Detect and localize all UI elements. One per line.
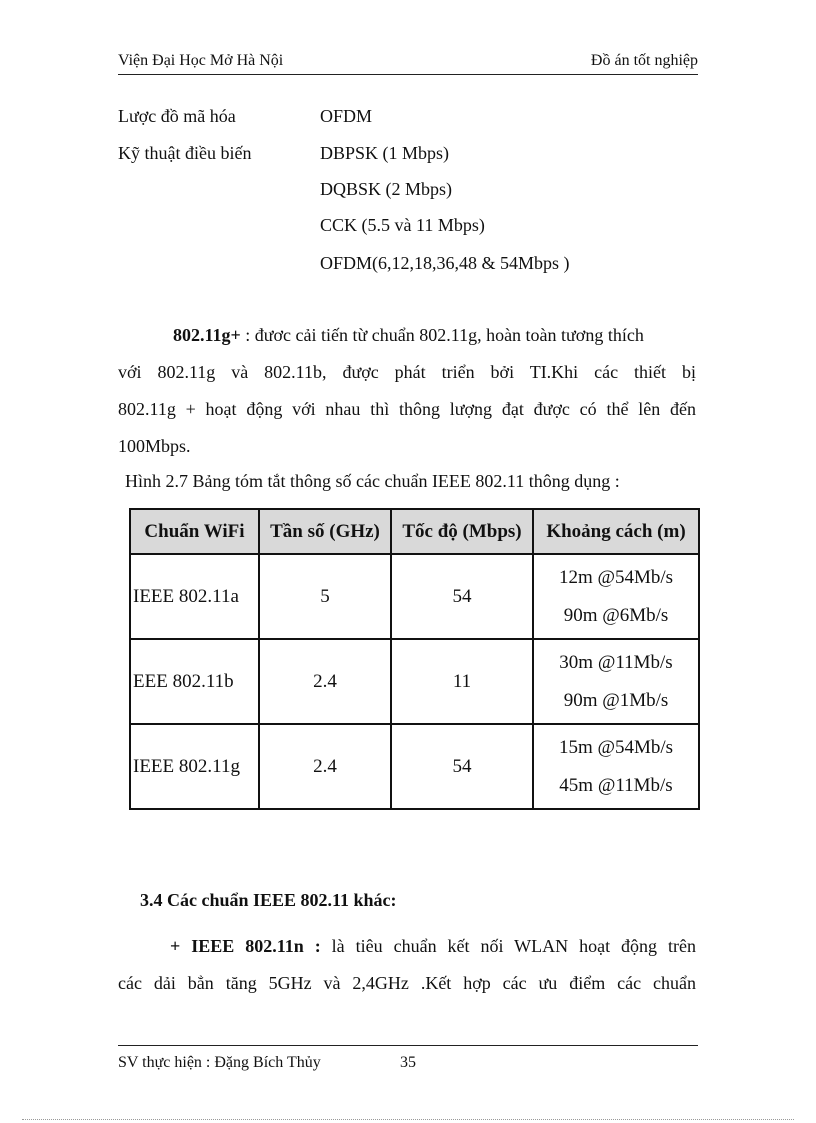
range-line: 90m @1Mb/s — [563, 689, 669, 711]
cell-frequency: 2.4 — [259, 639, 391, 724]
range-line: 15m @54Mb/s — [558, 736, 674, 758]
header-institution: Viện Đại Học Mở Hà Nội — [118, 52, 284, 69]
page-header — [118, 52, 698, 75]
spec-modulation-label: Kỹ thuật điều biến — [118, 143, 252, 163]
cell-standard: IEEE 802.11a — [130, 554, 259, 639]
paragraph-line: 100Mbps. — [118, 436, 191, 456]
paragraph-80211gplus — [118, 317, 696, 465]
cell-range — [533, 724, 699, 809]
wifi-standards-table — [129, 508, 700, 810]
cell-frequency: 5 — [259, 554, 391, 639]
cell-standard: IEEE 802.11g — [130, 724, 259, 809]
cell-speed: 54 — [391, 724, 533, 809]
paragraph-line — [118, 317, 696, 354]
col-header-standard: Chuẩn WiFi — [130, 509, 259, 554]
paragraph-line: các dải bẳn tăng 5GHz và 2,4GHz .Kết hợp các ưu điểm các chuẩn — [118, 973, 696, 993]
range-line: 90m @6Mb/s — [563, 604, 669, 626]
section-heading: 3.4 Các chuẩn IEEE 802.11 khác: — [140, 890, 397, 910]
col-header-range: Khoảng cách (m) — [533, 509, 699, 554]
spec-coding-label: Lược đồ mã hóa — [118, 106, 236, 126]
spec-modulation-value: OFDM(6,12,18,36,48 & 54Mbps ) — [320, 253, 570, 273]
paragraph-80211n — [118, 928, 696, 1002]
cell-range — [533, 554, 699, 639]
table-header-row — [130, 509, 699, 554]
cell-frequency: 2.4 — [259, 724, 391, 809]
footer-author: SV thực hiện : Đặng Bích Thủy — [118, 1054, 321, 1071]
range-line: 30m @11Mb/s — [559, 651, 673, 673]
cell-speed: 54 — [391, 554, 533, 639]
paragraph-line — [118, 928, 696, 965]
header-doc-type: Đồ án tốt nghiệp — [590, 52, 698, 69]
cell-standard: EEE 802.11b — [130, 639, 259, 724]
table-caption: Hình 2.7 Bảng tóm tắt thông số các chuẩn IEEE 802.11 thông dụng : — [125, 471, 620, 491]
term-80211n: + IEEE 802.11n : — [170, 936, 321, 956]
spec-modulation-value: DBPSK (1 Mbps) — [320, 143, 450, 163]
page-footer — [118, 1045, 698, 1076]
term-80211gplus: 802.11g+ — [173, 325, 241, 345]
range-line: 12m @54Mb/s — [558, 566, 674, 588]
paragraph-text: : đươc cải tiến từ chuẩn 802.11g, hoàn toàn tương thích — [240, 325, 644, 345]
spec-modulation-value: DQBSK (2 Mbps) — [320, 179, 453, 199]
cell-range — [533, 639, 699, 724]
col-header-frequency: Tần số (GHz) — [259, 509, 391, 554]
col-header-speed: Tốc độ (Mbps) — [391, 509, 533, 554]
table-row — [130, 639, 699, 724]
cell-speed: 11 — [391, 639, 533, 724]
spec-modulation-value: CCK (5.5 và 11 Mbps) — [320, 215, 485, 235]
page-number: 35 — [400, 1054, 416, 1071]
table-row — [130, 554, 699, 639]
range-line: 45m @11Mb/s — [559, 774, 673, 796]
paragraph-line: 802.11g + hoạt động với nhau thì thông lượng đạt được có thể lên đến — [118, 399, 696, 419]
paragraph-text: là tiêu chuẩn kết nối WLAN hoạt động trên — [320, 936, 696, 956]
paragraph-line: với 802.11g và 802.11b, được phát triển bởi TI.Khi các thiết bị — [118, 362, 696, 382]
page-boundary-divider — [22, 1119, 794, 1120]
table-row — [130, 724, 699, 809]
spec-coding-value: OFDM — [320, 106, 373, 126]
